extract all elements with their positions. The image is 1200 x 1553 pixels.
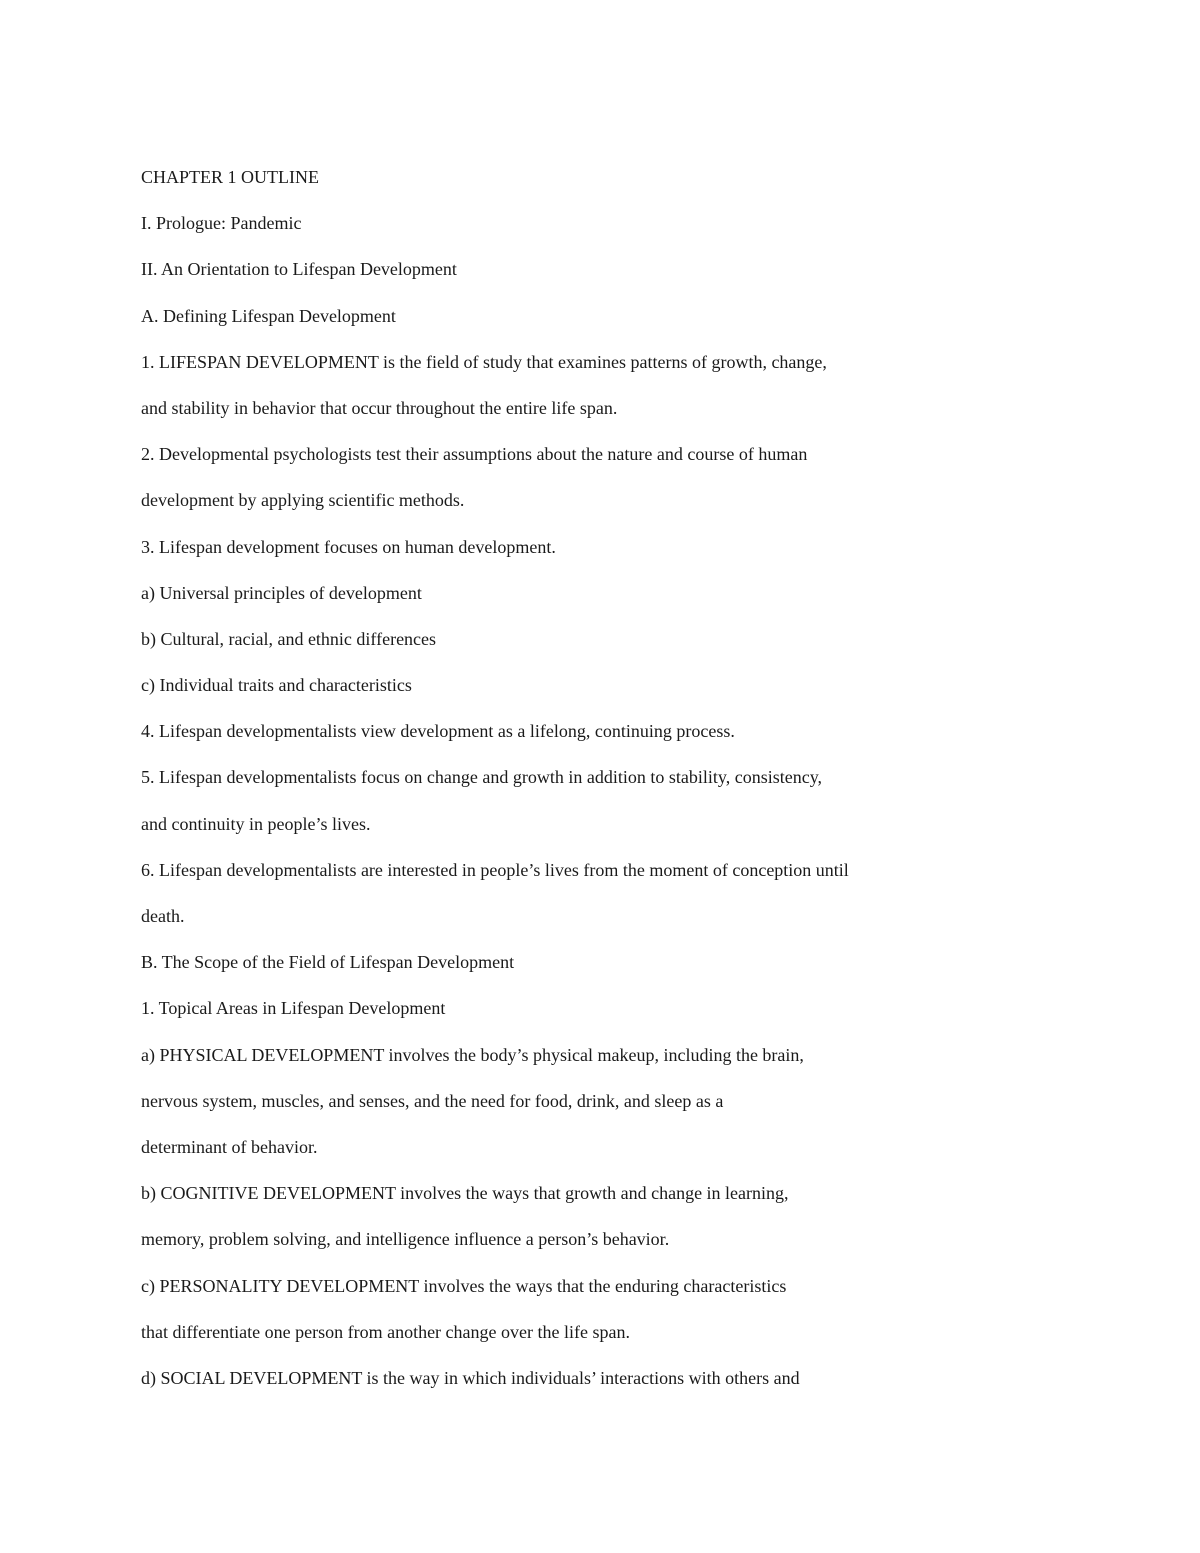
outline-line: 2. Developmental psychologists test their assumptions about the nature and course of human: [141, 444, 808, 465]
outline-line: 6. Lifespan developmentalists are interested in people’s lives from the moment of conception until: [141, 859, 849, 880]
outline-line: development by applying scientific methods.: [141, 490, 465, 511]
outline-line: B. The Scope of the Field of Lifespan Development: [141, 952, 515, 973]
outline-line: 1. LIFESPAN DEVELOPMENT is the field of study that examines patterns of growth, change,: [141, 351, 827, 372]
outline-line: memory, problem solving, and intelligence influence a person’s behavior.: [141, 1229, 670, 1250]
outline-line: determinant of behavior.: [141, 1136, 318, 1157]
outline-line: d) SOCIAL DEVELOPMENT is the way in which individuals’ interactions with others and: [141, 1367, 800, 1388]
outline-line: c) Individual traits and characteristics: [141, 675, 412, 696]
outline-line: and stability in behavior that occur throughout the entire life span.: [141, 397, 618, 418]
outline-line: a) PHYSICAL DEVELOPMENT involves the body’s physical makeup, including the brain,: [141, 1044, 804, 1065]
chapter-title: CHAPTER 1 OUTLINE: [141, 167, 319, 187]
outline-line: nervous system, muscles, and senses, and the need for food, drink, and sleep as a: [141, 1090, 724, 1111]
outline-line: b) Cultural, racial, and ethnic differences: [141, 628, 437, 649]
outline-line: death.: [141, 906, 185, 926]
outline-line: b) COGNITIVE DEVELOPMENT involves the ways that growth and change in learning,: [141, 1183, 789, 1204]
outline-line: and continuity in people’s lives.: [141, 813, 371, 834]
outline-line: a) Universal principles of development: [141, 582, 422, 603]
outline-line: that differentiate one person from another change over the life span.: [141, 1321, 630, 1342]
outline-line: 1. Topical Areas in Lifespan Development: [141, 998, 446, 1019]
outline-line: 4. Lifespan developmentalists view development as a lifelong, continuing process.: [141, 721, 735, 742]
outline-line: I. Prologue: Pandemic: [141, 213, 302, 234]
outline-line: A. Defining Lifespan Development: [141, 305, 396, 326]
outline-line: c) PERSONALITY DEVELOPMENT involves the ways that the enduring characteristics: [141, 1275, 787, 1296]
outline-line: II. An Orientation to Lifespan Development: [141, 259, 457, 280]
outline-line: 3. Lifespan development focuses on human development.: [141, 536, 556, 557]
outline-text: [141, 162, 941, 1409]
outline-line: 5. Lifespan developmentalists focus on change and growth in addition to stability, consistency,: [141, 767, 823, 788]
